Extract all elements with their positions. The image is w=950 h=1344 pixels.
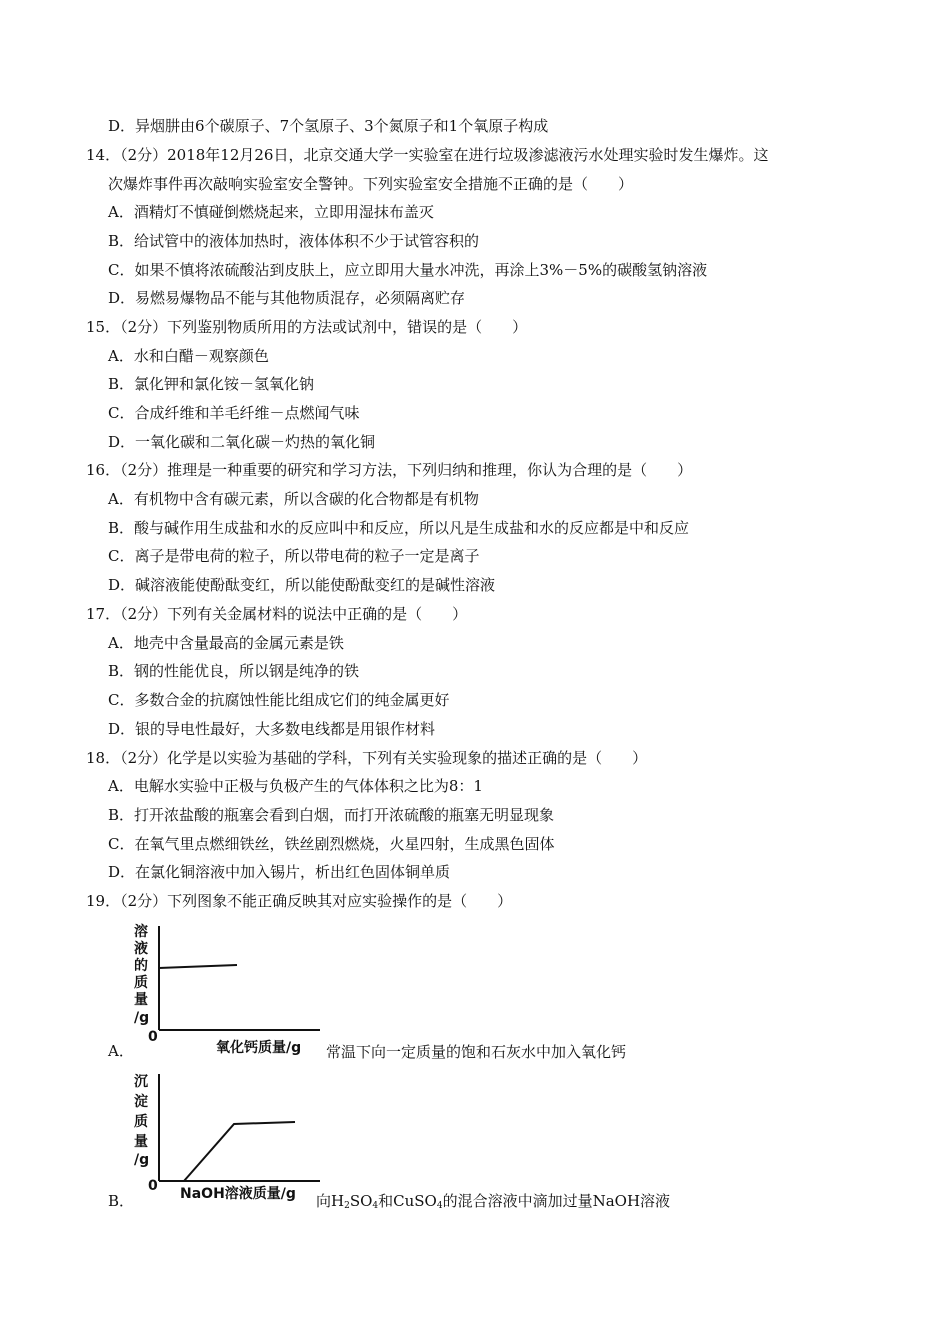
q16-option-b: B．酸与碱作用生成盐和水的反应叫中和反应，所以凡是生成盐和水的反应都是中和反应: [108, 519, 690, 537]
y-label-char: 液: [134, 941, 148, 957]
q14-stem-line2: 次爆炸事件再次敲响实验室安全警钟。下列实验室安全措施不正确的是（ ）: [108, 175, 634, 193]
q18-option-c: C．在氧气里点燃细铁丝，铁丝剧烈燃烧，火星四射，生成黑色固体: [108, 835, 555, 853]
q15-option-c: C．合成纤维和羊毛纤维－点燃闻气味: [108, 404, 360, 422]
q19-stem: 19．（2分）下列图象不能正确反映其对应实验操作的是（ ）: [86, 892, 513, 910]
q15-stem: 15．（2分）下列鉴别物质所用的方法或试剂中，错误的是（ ）: [86, 318, 528, 336]
data-line: [184, 1122, 295, 1181]
origin-label: 0: [148, 1029, 158, 1045]
q16-stem: 16．（2分）推理是一种重要的研究和学习方法，下列归纳和推理，你认为合理的是（ ）: [86, 461, 693, 479]
q17-stem: 17．（2分）下列有关金属材料的说法中正确的是（ ）: [86, 605, 468, 623]
q14-stem-line1: 14．（2分）2018年12月26日，北京交通大学一实验室在进行垃圾渗滤液污水处理实验时发生爆炸。这: [86, 146, 769, 164]
q17-option-d: D．银的导电性最好，大多数电线都是用银作材料: [108, 720, 436, 738]
q19-option-b-caption: [316, 1191, 670, 1211]
q14-option-b: B．给试管中的液体加热时，液体体积不少于试管容积的: [108, 232, 480, 250]
q15-option-b: B．氯化钾和氯化铵－氢氧化钠: [108, 375, 315, 393]
q17-option-b: B．钢的性能优良，所以钢是纯净的铁: [108, 662, 360, 680]
y-label-char: 的: [134, 958, 148, 974]
q19-option-a-caption: 常温下向一定质量的饱和石灰水中加入氧化钙: [326, 1043, 627, 1061]
caption-text: 的混合溶液中滴加过量NaOH溶液: [442, 1192, 671, 1210]
caption-text: SO: [349, 1192, 373, 1210]
q19-option-a-letter: A．: [108, 1042, 134, 1060]
y-label-char: 质: [134, 975, 148, 991]
y-label-char: 质: [134, 1114, 148, 1130]
y-label-char: 溶: [134, 924, 148, 940]
y-axis-label: [134, 1074, 149, 1168]
q15-option-d: D．一氧化碳和二氧化碳－灼热的氧化铜: [108, 433, 376, 451]
y-label-char: 淀: [134, 1094, 148, 1110]
q19-option-a-graph: [128, 920, 328, 1060]
subscript: 4: [372, 1201, 379, 1211]
data-line: [159, 965, 237, 968]
q19-option-b-graph: [128, 1066, 328, 1208]
y-label-char: 量: [134, 992, 148, 1008]
q14-option-c: C．如果不慎将浓硫酸沾到皮肤上，应立即用大量水冲洗，再涂上3%－5%的碳酸氢钠溶液: [108, 261, 708, 279]
q13-option-d: D．异烟肼由6个碳原子、7个氢原子、3个氮原子和1个氧原子构成: [108, 117, 549, 135]
origin-label: 0: [148, 1178, 158, 1194]
caption-text: 和CuSO: [378, 1192, 437, 1210]
q18-option-d: D．在氯化铜溶液中加入锡片，析出红色固体铜单质: [108, 863, 451, 881]
q15-option-a: A．水和白醋－观察颜色: [108, 347, 269, 365]
x-axis-label: NaOH溶液质量/g: [180, 1186, 296, 1202]
y-label-char: 量: [134, 1134, 148, 1150]
y-label-char: 沉: [134, 1074, 148, 1090]
y-label-char: /g: [134, 1010, 150, 1026]
q18-stem: 18．（2分）化学是以实验为基础的学科，下列有关实验现象的描述正确的是（ ）: [86, 749, 648, 767]
q19-option-b-letter: B．: [108, 1192, 135, 1210]
x-axis-label: 氧化钙质量/g: [216, 1040, 302, 1056]
subscript: 2: [344, 1201, 350, 1211]
q18-option-b: B．打开浓盐酸的瓶塞会看到白烟，而打开浓硫酸的瓶塞无明显现象: [108, 806, 555, 824]
subscript: 4: [436, 1201, 443, 1211]
q14-option-a: A．酒精灯不慎碰倒燃烧起来，立即用湿抹布盖灭: [108, 203, 434, 221]
y-label-char: /g: [134, 1152, 150, 1168]
q16-option-c: C．离子是带电荷的粒子，所以带电荷的粒子一定是离子: [108, 547, 480, 565]
q16-option-d: D．碱溶液能使酚酞变红，所以能使酚酞变红的是碱性溶液: [108, 576, 496, 594]
q17-option-a: A．地壳中含量最高的金属元素是铁: [108, 634, 344, 652]
q16-option-a: A．有机物中含有碳元素，所以含碳的化合物都是有机物: [108, 490, 479, 508]
y-axis-label: [134, 923, 149, 1026]
q17-option-c: C．多数合金的抗腐蚀性能比组成它们的纯金属更好: [108, 691, 450, 709]
q14-option-d: D．易燃易爆物品不能与其他物质混存，必须隔离贮存: [108, 289, 466, 307]
q18-option-a: A．电解水实验中正极与负极产生的气体体积之比为8：1: [108, 777, 483, 795]
caption-text: 向H: [316, 1192, 345, 1210]
